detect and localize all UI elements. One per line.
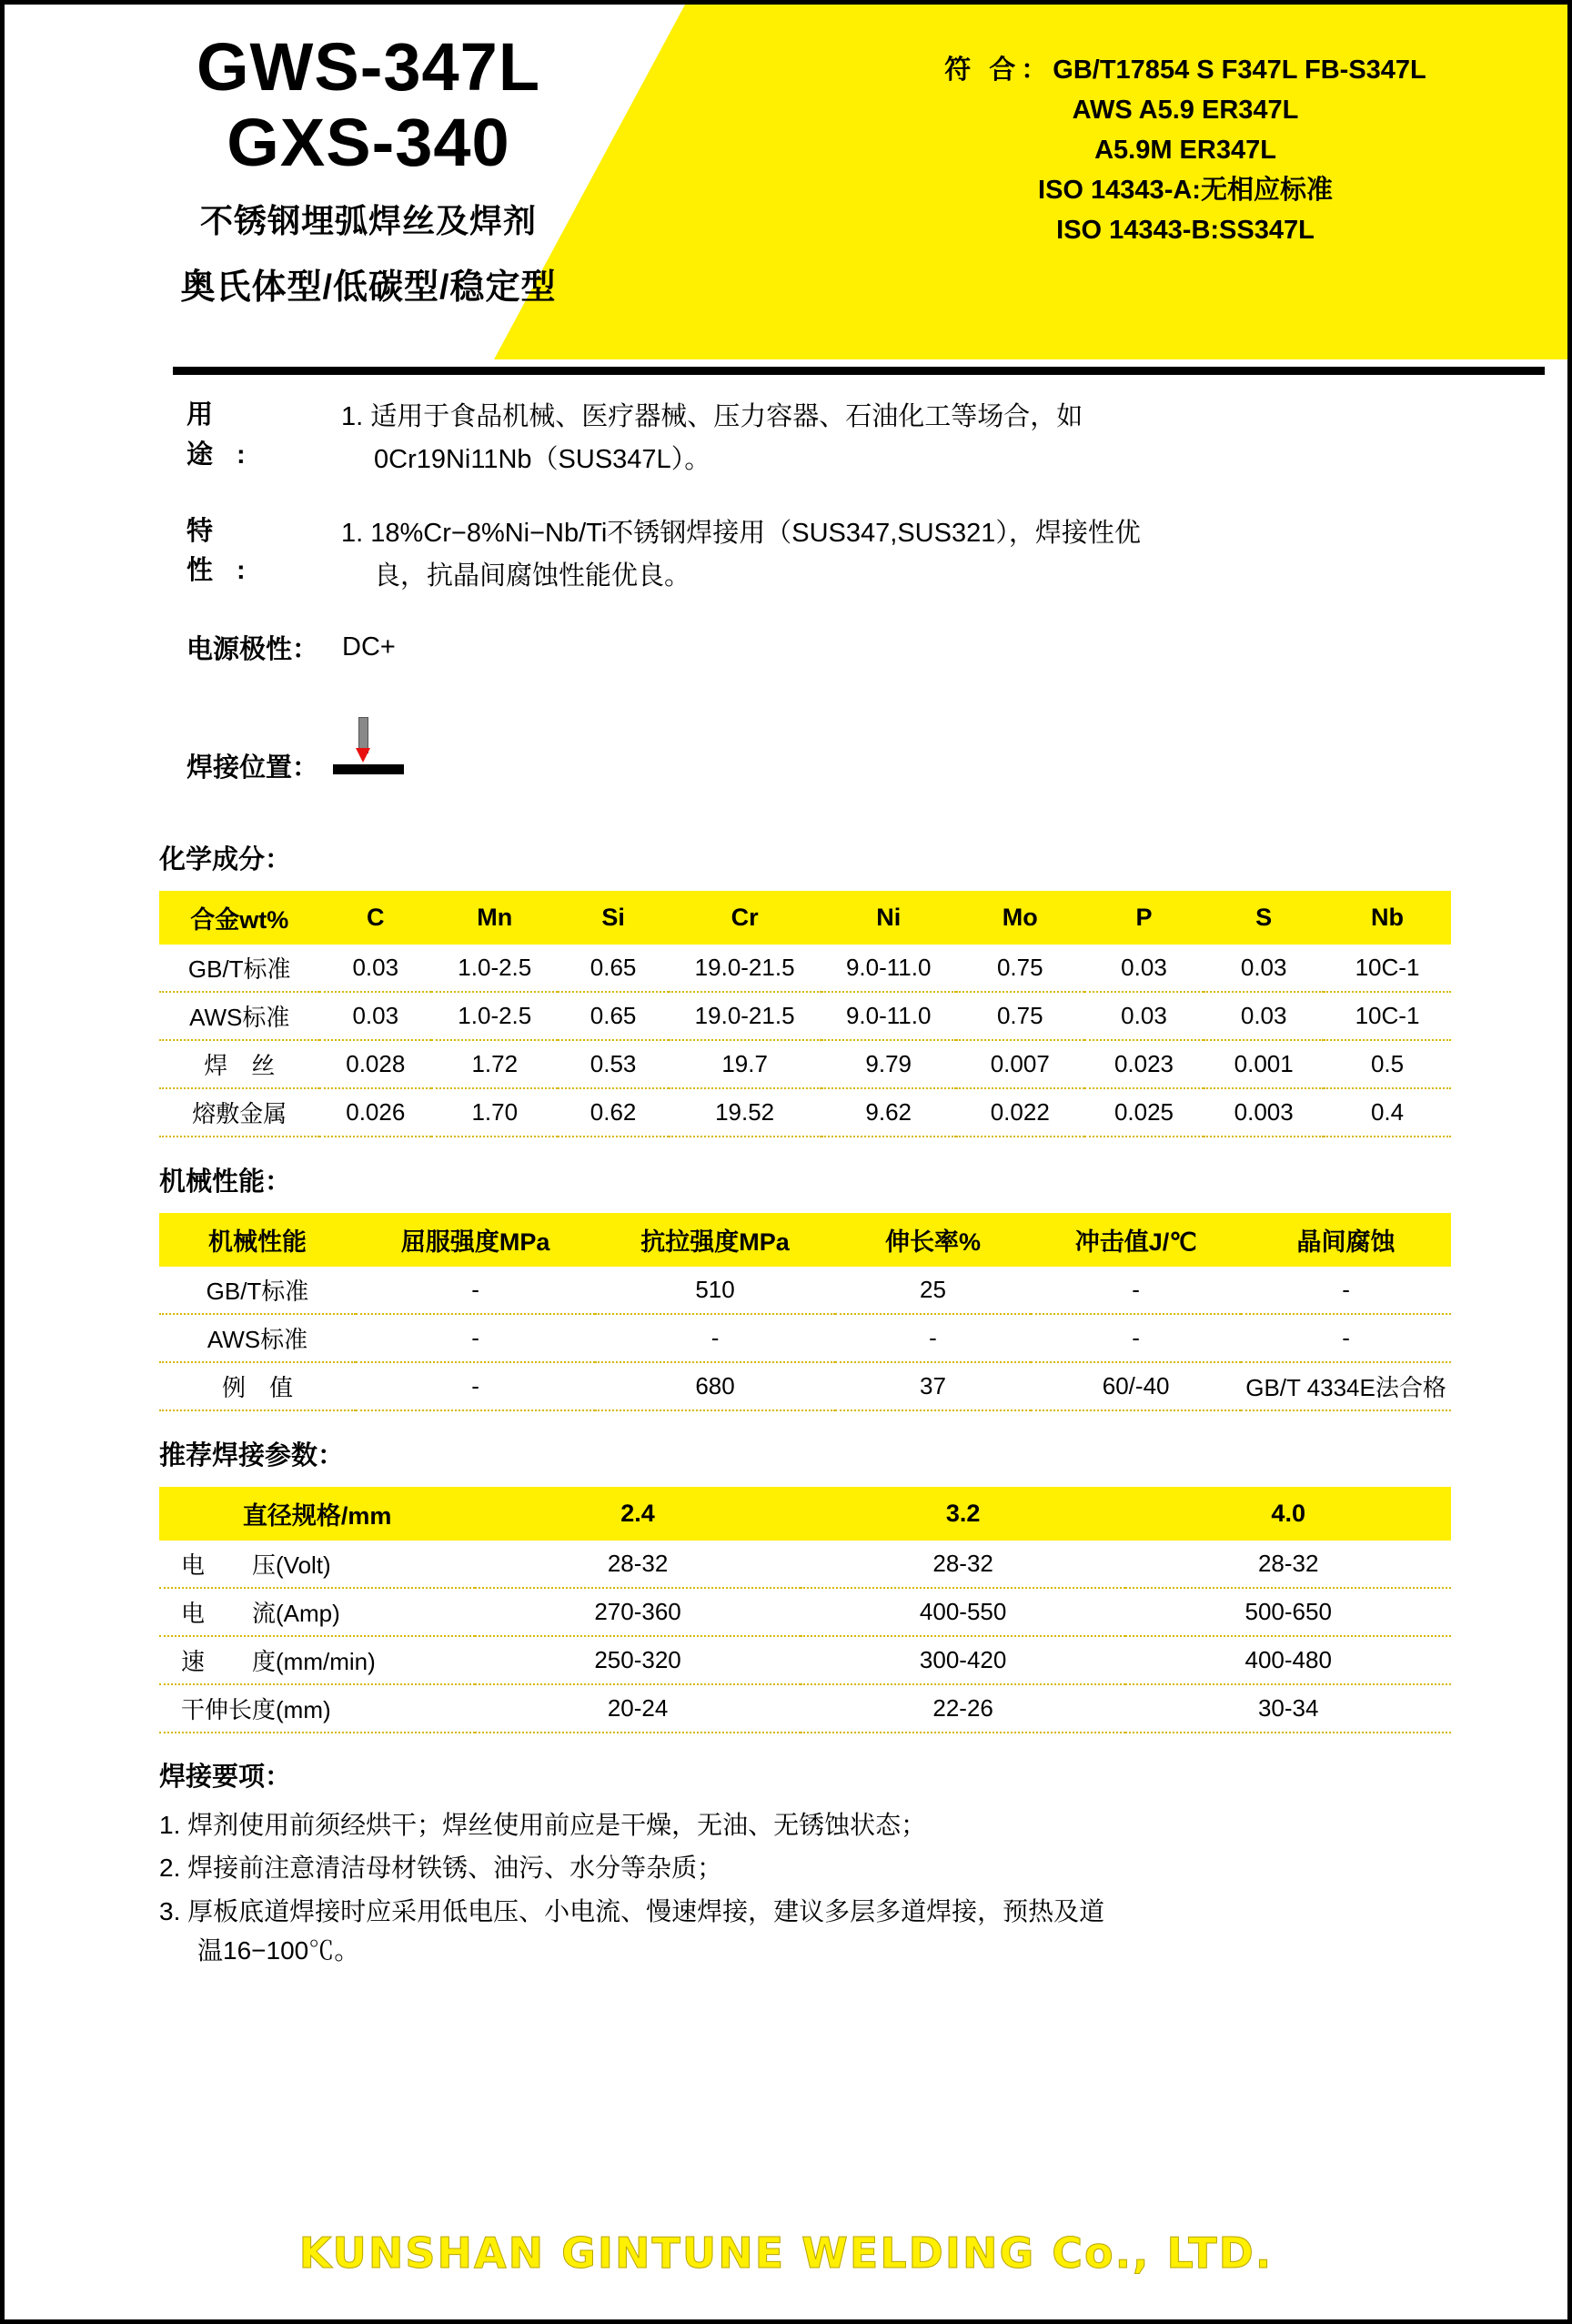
note-item-text: 3. 厚板底道焊接时应采用低电压、小电流、慢速焊接，建议多层多道焊接，预热及道 xyxy=(159,1896,1105,1925)
cell: 0.007 xyxy=(956,1040,1084,1088)
standards-label: 符 合： xyxy=(944,56,1053,85)
cell: 270-360 xyxy=(475,1588,801,1636)
mechanical-title: 机械性能： xyxy=(159,1167,292,1197)
col-header: 合金wt% xyxy=(159,891,319,945)
cell: 0.003 xyxy=(1204,1088,1324,1137)
row-label: 干伸长度(mm) xyxy=(159,1684,475,1733)
cell: 0.03 xyxy=(319,945,431,992)
cell: 0.65 xyxy=(558,945,668,992)
row-label: 电 压(Volt) xyxy=(159,1541,475,1588)
cell: 10C-1 xyxy=(1324,992,1451,1040)
cell: 22-26 xyxy=(801,1684,1126,1733)
standards-row: A5.9M ER347L xyxy=(1094,136,1276,166)
cell: 0.65 xyxy=(558,992,668,1040)
cell: 0.75 xyxy=(956,945,1084,992)
row-label: 电 流(Amp) xyxy=(159,1588,475,1636)
col-header: Mn xyxy=(431,891,558,945)
col-header: Ni xyxy=(821,891,956,945)
table-row xyxy=(159,1588,1451,1636)
col-header: 晶间腐蚀 xyxy=(1241,1213,1451,1267)
cell: 0.001 xyxy=(1204,1040,1324,1088)
features-body xyxy=(341,512,1531,598)
product-subtitle-2: 奥氏体型/低碳型/稳定型 xyxy=(180,268,557,307)
row-label: 焊 丝 xyxy=(159,1040,319,1088)
features-line-1: 1. 18%Cr−8%Ni−Nb/Ti不锈钢焊接用（SUS347,SUS321），焊接性优 xyxy=(341,518,1141,548)
cell: 30-34 xyxy=(1125,1684,1451,1733)
cell: 28-32 xyxy=(801,1541,1126,1588)
row-label: GB/T标准 xyxy=(159,1267,356,1314)
row-label: AWS标准 xyxy=(159,992,319,1040)
row-label: 速 度(mm/min) xyxy=(159,1636,475,1684)
cell: 0.75 xyxy=(956,992,1084,1040)
features-block xyxy=(41,512,1531,598)
polarity-block xyxy=(41,629,1531,666)
polarity-value: DC+ xyxy=(342,632,396,662)
col-header: 冲击值J/℃ xyxy=(1031,1213,1241,1267)
cell: 19.0-21.5 xyxy=(669,945,821,992)
table-row xyxy=(159,1314,1451,1362)
table-row xyxy=(159,1088,1451,1137)
product-code-2: GXS-340 xyxy=(227,104,510,180)
cell: 250-320 xyxy=(475,1636,801,1684)
content xyxy=(5,396,1567,1970)
cell: 10C-1 xyxy=(1324,945,1451,992)
cell: 9.79 xyxy=(821,1040,956,1088)
standards-row: ISO 14343-A:无相应标准 xyxy=(1038,176,1333,206)
usage-block xyxy=(41,396,1531,481)
welding-position-block xyxy=(41,708,1531,790)
table-row xyxy=(159,1636,1451,1684)
col-header: 3.2 xyxy=(801,1487,1126,1541)
cell: 0.026 xyxy=(319,1088,431,1137)
cell: 1.0-2.5 xyxy=(431,945,558,992)
cell: 1.0-2.5 xyxy=(431,992,558,1040)
cell: 0.028 xyxy=(319,1040,431,1088)
cell: - xyxy=(356,1267,595,1314)
table-header-row xyxy=(159,1487,1451,1541)
chemical-table xyxy=(159,891,1451,1137)
table-row xyxy=(159,945,1451,992)
cell: 9.62 xyxy=(821,1088,956,1137)
cell: 0.4 xyxy=(1324,1088,1451,1137)
table-row xyxy=(159,1267,1451,1314)
cell: 20-24 xyxy=(475,1684,801,1733)
col-header: Nb xyxy=(1324,891,1451,945)
chemical-title: 化学成分： xyxy=(159,844,292,874)
col-header: 2.4 xyxy=(475,1487,801,1541)
usage-line-2: 0Cr19Ni11Nb（SUS347L）。 xyxy=(374,444,711,474)
cell: 19.52 xyxy=(669,1088,821,1137)
cell: - xyxy=(356,1362,595,1410)
standard-item: GB/T17854 S F347L FB-S347L xyxy=(1053,56,1426,85)
cell: 0.03 xyxy=(1084,945,1204,992)
features-line-2: 良，抗晶间腐蚀性能优良。 xyxy=(374,561,691,591)
cell: 60/-40 xyxy=(1031,1362,1241,1410)
cell: 400-480 xyxy=(1125,1636,1451,1684)
cell: - xyxy=(835,1314,1031,1362)
arrow-down-icon xyxy=(356,748,370,763)
table-row xyxy=(159,1362,1451,1410)
cell: 0.03 xyxy=(1204,992,1324,1040)
cell: 0.025 xyxy=(1084,1088,1204,1137)
cell: 0.022 xyxy=(956,1088,1084,1137)
cell: 0.62 xyxy=(558,1088,668,1137)
cell: 0.03 xyxy=(1204,945,1324,992)
table-header-row xyxy=(159,891,1451,945)
cell: 1.70 xyxy=(431,1088,558,1137)
standards-block xyxy=(831,50,1540,250)
cell: - xyxy=(595,1314,834,1362)
parameters-title: 推荐焊接参数： xyxy=(159,1440,345,1470)
col-header: 直径规格/mm xyxy=(159,1487,475,1541)
features-label: 特 性: xyxy=(186,516,269,586)
table-row xyxy=(159,992,1451,1040)
row-label: 熔敷金属 xyxy=(159,1088,319,1137)
cell: 19.7 xyxy=(669,1040,821,1088)
note-item: 2. 焊接前注意清洁母材铁锈、油污、水分等杂质； xyxy=(159,1854,723,1883)
cell: 25 xyxy=(835,1267,1031,1314)
cell: 19.0-21.5 xyxy=(669,992,821,1040)
cell: 300-420 xyxy=(801,1636,1126,1684)
note-item xyxy=(159,1892,1531,1971)
col-header: Cr xyxy=(669,891,821,945)
header-left xyxy=(5,5,732,308)
note-item: 1. 焊剂使用前须经烘干；焊丝使用前应是干燥，无油、无锈蚀状态； xyxy=(159,1810,927,1839)
table-row xyxy=(159,1541,1451,1588)
cell: 500-650 xyxy=(1125,1588,1451,1636)
cell: GB/T 4334E法合格 xyxy=(1241,1362,1451,1410)
polarity-label: 电源极性： xyxy=(186,634,319,664)
col-header: 伸长率% xyxy=(835,1213,1031,1267)
table-row xyxy=(159,1040,1451,1088)
cell: 9.0-11.0 xyxy=(821,945,956,992)
cell: 1.72 xyxy=(431,1040,558,1088)
table-row xyxy=(159,1684,1451,1733)
usage-label: 用 途: xyxy=(186,400,269,470)
header-divider xyxy=(173,367,1545,375)
standards-row: AWS A5.9 ER347L xyxy=(1072,96,1299,126)
cell: 0.03 xyxy=(1084,992,1204,1040)
cell: 9.0-11.0 xyxy=(821,992,956,1040)
standards-row: ISO 14343-B:SS347L xyxy=(1056,216,1315,246)
cell: - xyxy=(1031,1267,1241,1314)
product-subtitle-1: 不锈钢埋弧焊丝及焊剂 xyxy=(199,201,537,239)
cell: - xyxy=(356,1314,595,1362)
col-header: P xyxy=(1084,891,1204,945)
welding-position-label: 焊接位置： xyxy=(186,753,319,783)
cell: - xyxy=(1241,1314,1451,1362)
cell: - xyxy=(1241,1267,1451,1314)
cell: 0.53 xyxy=(558,1040,668,1088)
downhand-welding-icon xyxy=(328,717,409,790)
note-item-continuation: 温16−100℃。 xyxy=(197,1935,360,1965)
col-header: S xyxy=(1204,891,1324,945)
notes-title: 焊接要项： xyxy=(159,1762,292,1792)
row-label: GB/T标准 xyxy=(159,945,319,992)
cell: 400-550 xyxy=(801,1588,1126,1636)
welding-notes xyxy=(159,1757,1531,1971)
col-header: Si xyxy=(558,891,668,945)
cell: 0.03 xyxy=(319,992,431,1040)
col-header: 4.0 xyxy=(1125,1487,1451,1541)
col-header: C xyxy=(319,891,431,945)
col-header: 抗拉强度MPa xyxy=(595,1213,834,1267)
cell: 28-32 xyxy=(1125,1541,1451,1588)
row-label: 例 值 xyxy=(159,1362,356,1410)
mechanical-table xyxy=(159,1213,1451,1411)
cell: 510 xyxy=(595,1267,834,1314)
cell: 28-32 xyxy=(475,1541,801,1588)
cell: 37 xyxy=(835,1362,1031,1410)
cell: - xyxy=(1031,1314,1241,1362)
parameters-table xyxy=(159,1487,1451,1733)
cell: 0.5 xyxy=(1324,1040,1451,1088)
table-header-row xyxy=(159,1213,1451,1267)
cell: 0.023 xyxy=(1084,1040,1204,1088)
cell: 680 xyxy=(595,1362,834,1410)
usage-line-1: 1. 适用于食品机械、医疗器械、压力容器、石油化工等场合，如 xyxy=(341,402,1083,431)
product-code-1: GWS-347L xyxy=(196,29,541,105)
workpiece-plate-icon xyxy=(333,764,404,774)
standards-row xyxy=(831,50,1540,90)
usage-body xyxy=(341,396,1531,481)
row-label: AWS标准 xyxy=(159,1314,356,1362)
header xyxy=(5,5,1567,359)
col-header: 机械性能 xyxy=(159,1213,356,1267)
col-header: 屈服强度MPa xyxy=(356,1213,595,1267)
col-header: Mo xyxy=(956,891,1084,945)
company-footer: KUNSHAN GINTUNE WELDING Co., LTD. xyxy=(298,2228,1274,2278)
